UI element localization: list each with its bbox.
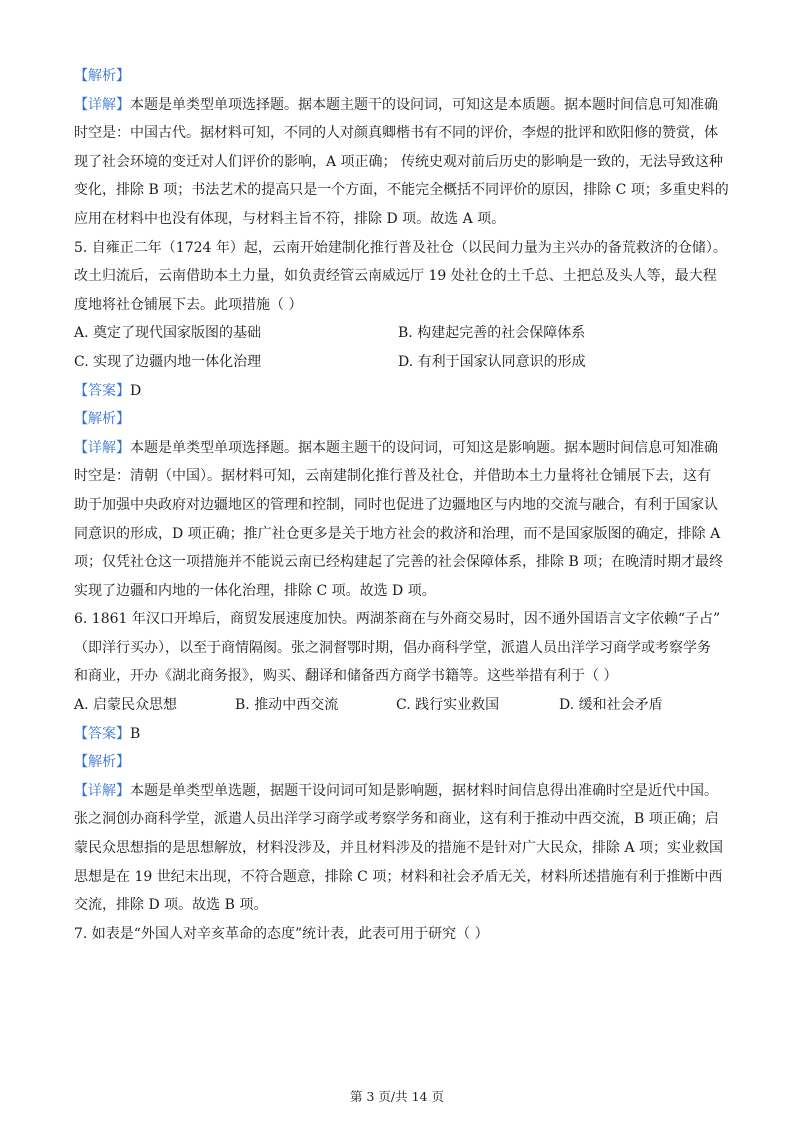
q5-stem-line: 改土归流后，云南借助本土力量，如负责经管云南威远厅 19 处社仓的土千总、土把总及头人等，最大程 [74, 268, 717, 285]
q6-answer [74, 720, 724, 749]
q5-analysis-heading [74, 405, 724, 434]
q6-stem-line: （即洋行买办），以至于商情隔阂。张之洞督鄂时期，倡办商科学堂，派遣人员出洋学习商学或考察学务 [74, 639, 711, 656]
analysis-tag: 【解析】 [74, 411, 130, 428]
q6-option-b: B. 推动中西交流 [235, 697, 339, 714]
answer-value: D [130, 382, 142, 399]
page-number: 第 3 页/共 14 页 [350, 1089, 444, 1104]
page-footer [0, 1087, 794, 1105]
q7-stem-line: 7. 如表是“外国人对辛亥革命的态度”统计表，此表可用于研究（ ） [74, 925, 489, 942]
q6-option-a: A. 启蒙民众思想 [74, 697, 178, 714]
q5-options-row [74, 348, 724, 377]
q6-options-row [74, 691, 724, 720]
q5-option-b: B. 构建起完善的社会保障体系 [398, 325, 586, 342]
answer-tag: 【答案】 [74, 382, 130, 399]
q5-detail-line: 实现了边疆和内地的一体化治理，排除 C 项。故选 D 项。 [74, 582, 436, 599]
q5-stem-line: 度地将社仓铺展下去。此项措施（ ） [74, 296, 303, 313]
q5-detail-line: 项；仅凭社仓这一项措施并不能说云南已经构建起了完善的社会保障体系，排除 B 项；在晚清时期才最终 [74, 554, 724, 571]
q6-option-c: C. 践行实业救国 [396, 697, 500, 714]
q6-analysis-heading [74, 748, 724, 777]
answer-tag: 【答案】 [74, 725, 130, 742]
q6-stem-line: 6. 1861 年汉口开埠后，商贸发展速度加快。两湖茶商在与外商交易时，因不通外国语言文字依赖“子占” [74, 611, 721, 628]
analysis-tag: 【解析】 [74, 68, 130, 84]
q6-detail-line: 思想是在 19 世纪末出现，不符合题意，排除 C 项；材料和社会矛盾无关，材料所述措施有利于推断中西 [74, 868, 723, 885]
q5-detail-line: 同意识的形成，D 项正确；推广社仓更多是关于地方社会的救济和治理，而不是国家版图的确定，排除 A [74, 525, 721, 542]
q5-detail-line: 助于加强中央政府对边疆地区的管理和控制，同时也促进了边疆地区与内地的交流与融合，有利于国家认 [74, 496, 718, 513]
q4-detail-line: 时空是：中国古代。据材料可知，不同的人对颜真卿楷书有不同的评价，李煜的批评和欧阳修的赞赏，体 [74, 125, 718, 142]
q5-detail-line [74, 434, 724, 463]
answer-value: B [130, 725, 141, 742]
q4-detail-line: 现了社会环境的变迁对人们评价的影响，A 项正确； 传统史观对前后历史的影响是一致的，无法导致这种 [74, 153, 724, 170]
detail-tag: 【详解】 [74, 439, 130, 456]
q5-option-d: D. 有利于国家认同意识的形成 [398, 353, 586, 370]
detail-text: 本题是单类型单项选择题。据本题主题干的设问词，可知这是影响题。据本题时间信息可知准确 [130, 439, 718, 456]
detail-text: 本题是单类型单选题，据题干设问词可知是影响题，据材料时间信息得出准确时空是近代中国。 [130, 782, 718, 799]
q5-option-c: C. 实现了边疆内地一体化治理 [74, 353, 262, 370]
q4-detail-line [74, 91, 724, 120]
q6-stem-line: 和商业，开办《湖北商务报》，购买、翻译和储备西方商学书籍等。这些举措有利于（ ） [74, 668, 618, 685]
q4-detail-line: 变化，排除 B 项；书法艺术的提高只是一个方面，不能完全概括不同评价的原因，排除 C 项；多重史料的 [74, 182, 729, 199]
q5-options-row [74, 319, 724, 348]
detail-text: 本题是单类型单项选择题。据本题主题干的设问词，可知这是本质题。据本题时间信息可知准确 [130, 96, 718, 113]
q5-stem-line: 5. 自雍正二年（1724 年）起，云南开始建制化推行普及社仓（以民间力量为主兴办的备荒救济的仓储）。 [74, 239, 727, 256]
detail-tag: 【详解】 [74, 782, 130, 799]
q6-detail-line [74, 777, 724, 806]
q5-answer [74, 377, 724, 406]
page-content [74, 62, 729, 948]
q5-option-a: A. 奠定了现代国家版图的基础 [74, 325, 262, 342]
detail-tag: 【详解】 [74, 96, 130, 113]
q4-analysis-heading [74, 62, 724, 91]
q4-detail-line: 应用在材料中也没有体现，与材料主旨不符，排除 D 项。故选 A 项。 [74, 210, 506, 227]
q5-detail-line: 时空是：清朝（中国）。据材料可知，云南建制化推行普及社仓，并借助本土力量将社仓铺展下去，这有 [74, 468, 711, 485]
q6-detail-line: 交流，排除 D 项。故选 B 项。 [74, 897, 268, 914]
q6-detail-line: 张之洞创办商科学堂，派遣人员出洋学习商学或考察学务和商业，这有利于推动中西交流，B 项正确；启 [74, 811, 719, 828]
q6-option-d: D. 缓和社会矛盾 [559, 697, 663, 714]
q6-detail-line: 蒙民众思想指的是思想解放，材料没涉及，并且材料涉及的措施不是针对广大民众，排除 A 项；实业救国 [74, 840, 724, 857]
analysis-tag: 【解析】 [74, 754, 130, 771]
